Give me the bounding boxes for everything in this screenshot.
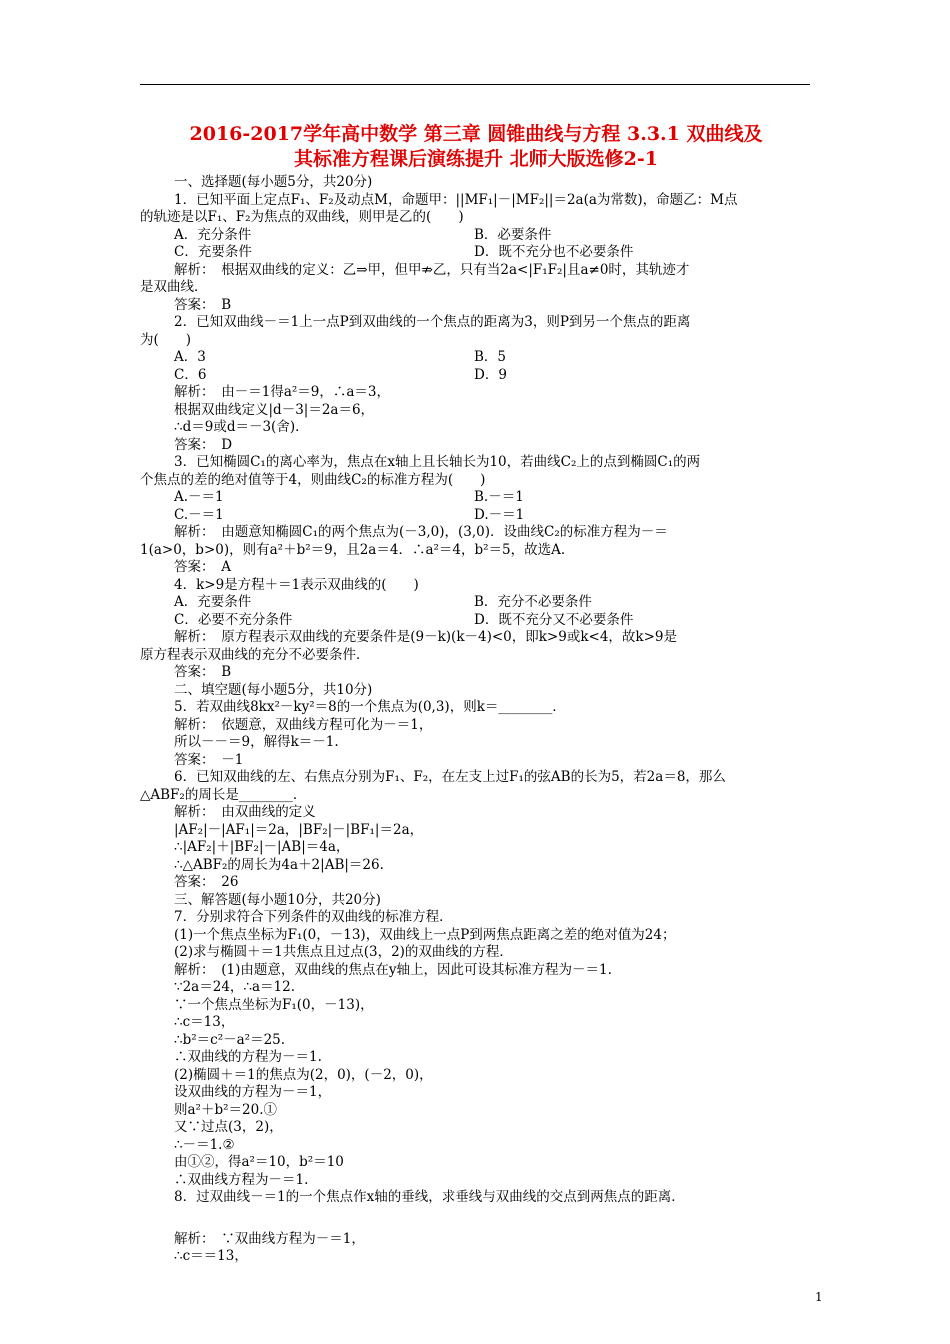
answer-3: 答案： A — [174, 559, 231, 575]
solution-7-line: ∴双曲线方程为－＝1. — [174, 1171, 309, 1188]
solution-2-line: ∴d＝9或d＝－3(舍)． — [174, 419, 309, 435]
solution-7-line: ∴－＝1.② — [174, 1136, 235, 1153]
solution-7-line: ∴c＝13， — [174, 1014, 235, 1030]
answer-2: 答案： D — [174, 436, 233, 453]
solution-7: 解析： (1)由题意，双曲线的焦点在y轴上，因此可设其标准方程为－＝1. — [174, 961, 612, 978]
spacer — [140, 1207, 812, 1231]
options-row — [140, 507, 812, 525]
section-heading-fill: 二、填空题(每小题5分，共10分) — [174, 681, 373, 698]
option-d: D．既不充分也不必要条件 — [474, 244, 634, 260]
solution-3: 解析： 由题意知椭圆C₁的两个焦点为(－3,0)，(3,0)．设曲线C₂的标准方程为－＝ — [174, 524, 668, 540]
option-a: A．3 — [174, 349, 206, 365]
question-1: 1．已知平面上定点F₁、F₂及动点M，命题甲：||MF₁|－|MF₂||＝2a(a为常数)，命题乙：M点 — [174, 191, 738, 208]
title-line-1: 2016-2017学年高中数学 第三章 圆锥曲线与方程 3.3.1 双曲线及 — [189, 123, 763, 145]
option-d: D．既不充分又不必要条件 — [474, 611, 634, 628]
question-2-cont: 为( ) — [140, 331, 192, 348]
option-b: B.－＝1 — [474, 489, 524, 505]
answer-4: 答案： B — [174, 664, 232, 680]
options-row — [140, 489, 812, 507]
option-a: A.－＝1 — [174, 489, 224, 505]
question-1-cont: 的轨迹是以F₁、F₂为焦点的双曲线，则甲是乙的( ) — [140, 209, 464, 225]
options-row — [140, 612, 812, 630]
question-8: 8．过双曲线－＝1的一个焦点作x轴的垂线，求垂线与双曲线的交点到两焦点的距离． — [174, 1189, 685, 1205]
solution-7-line: (2)椭圆＋＝1的焦点为(2，0)，(－2，0)， — [174, 1066, 433, 1083]
solution-6-line: ∴△ABF₂的周长为4a＋2|AB|＝26. — [174, 856, 384, 873]
option-b: B．必要条件 — [474, 226, 552, 243]
question-5: 5．若双曲线8kx²－ky²＝8的一个焦点为(0,3)，则k＝________． — [174, 699, 566, 715]
solution-7-line: 则a²＋b²＝20.① — [174, 1101, 277, 1118]
option-b: B．充分不必要条件 — [474, 594, 592, 610]
solution-3-cont: 1(a>0，b>0)，则有a²＋b²＝9，且2a＝4．∴a²＝4，b²＝5，故选A. — [140, 541, 566, 558]
answer-1: 答案： B — [174, 296, 232, 313]
solution-8-line: ∴c＝＝13， — [174, 1248, 248, 1264]
solution-8: 解析： ∵双曲线方程为－＝1， — [174, 1230, 365, 1247]
question-7: 7．分别求符合下列条件的双曲线的标准方程． — [174, 909, 453, 925]
solution-6: 解析： 由双曲线的定义 — [174, 804, 316, 820]
solution-7-line: 由①②，得a²＝10，b²＝10 — [174, 1154, 344, 1170]
document-title — [140, 122, 812, 172]
question-2: 2．已知双曲线－＝1上一点P到双曲线的一个焦点的距离为3，则P到另一个焦点的距离 — [174, 314, 691, 330]
question-7-part-2: (2)求与椭圆＋＝1共焦点且过点(3，2)的双曲线的方程． — [174, 944, 513, 960]
question-7-part-1: (1)一个焦点坐标为F₁(0，－13)，双曲线上一点P到两焦点距离之差的绝对值为24； — [174, 926, 676, 943]
solution-1: 解析： 根据双曲线的定义：乙⇒甲，但甲⇏乙，只有当2a<|F₁F₂|且a≠0时，其轨迹才 — [174, 261, 690, 278]
option-c: C．充要条件 — [174, 244, 252, 260]
section-heading-solve: 三、解答题(每小题10分，共20分) — [174, 891, 381, 908]
solution-4-cont: 原方程表示双曲线的充分不必要条件． — [140, 646, 370, 663]
question-3-cont: 个焦点的差的绝对值等于4，则曲线C₂的标准方程为( ) — [140, 471, 486, 488]
solution-7-line: ∵2a＝24，∴a＝12. — [174, 979, 296, 995]
options-row — [140, 244, 812, 262]
solution-7-line: 设双曲线的方程为－＝1， — [174, 1084, 332, 1100]
question-3: 3．已知椭圆C₁的离心率为，焦点在x轴上且长轴长为10，若曲线C₂上的点到椭圆C₁的两 — [174, 454, 701, 470]
solution-6-line: ∴|AF₂|＋|BF₂|－|AB|＝4a， — [174, 839, 350, 855]
solution-7-line: ∴b²＝c²－a²＝25. — [174, 1031, 286, 1048]
options-row — [140, 349, 812, 367]
title-line-2: 其标准方程课后演练提升 北师大版选修2-1 — [294, 148, 658, 170]
solution-2-line: 根据双曲线定义|d－3|＝2a＝6， — [174, 401, 375, 418]
solution-7-line: ∴双曲线的方程为－＝1. — [174, 1049, 322, 1065]
option-d: D.－＝1 — [474, 506, 525, 523]
option-a: A．充分条件 — [174, 226, 252, 243]
options-row — [140, 227, 812, 245]
solution-5-line: 所以－－＝9，解得k＝－1. — [174, 734, 339, 750]
options-row — [140, 594, 812, 612]
solution-5: 解析： 依题意，双曲线方程可化为－＝1， — [174, 716, 433, 733]
options-row — [140, 367, 812, 385]
solution-7-line: 又∵过点(3，2)， — [174, 1119, 283, 1135]
answer-6: 答案： 26 — [174, 874, 239, 890]
answer-5: 答案： －1 — [174, 751, 244, 768]
question-6-cont: △ABF₂的周长是________． — [140, 786, 307, 803]
document-body — [140, 174, 812, 1266]
option-b: B．5 — [474, 349, 507, 365]
section-heading-choice: 一、选择题(每小题5分，共20分) — [174, 174, 373, 190]
option-a: A．充要条件 — [174, 594, 252, 610]
header-rule — [140, 84, 810, 85]
question-6: 6．已知双曲线的左、右焦点分别为F₁、F₂，在左支上过F₁的弦AB的长为5，若2a＝8，那么 — [174, 769, 726, 785]
solution-7-line: ∵一个焦点坐标为F₁(0，－13)， — [174, 996, 374, 1013]
question-4: 4．k>9是方程＋＝1表示双曲线的( ) — [174, 576, 419, 593]
page-number: 1 — [815, 1290, 823, 1304]
solution-4: 解析： 原方程表示双曲线的充要条件是(9－k)(k－4)<0，即k>9或k<4，故k>9是 — [174, 629, 677, 645]
solution-6-line: |AF₂|－|AF₁|＝2a，|BF₂|－|BF₁|＝2a， — [174, 821, 424, 838]
option-c: C.－＝1 — [174, 506, 224, 523]
option-c: C．必要不充分条件 — [174, 611, 293, 628]
solution-2: 解析： 由－＝1得a²＝9，∴a＝3， — [174, 384, 391, 400]
option-c: C．6 — [174, 366, 207, 383]
option-d: D．9 — [474, 366, 507, 383]
solution-1-cont: 是双曲线． — [140, 279, 208, 295]
